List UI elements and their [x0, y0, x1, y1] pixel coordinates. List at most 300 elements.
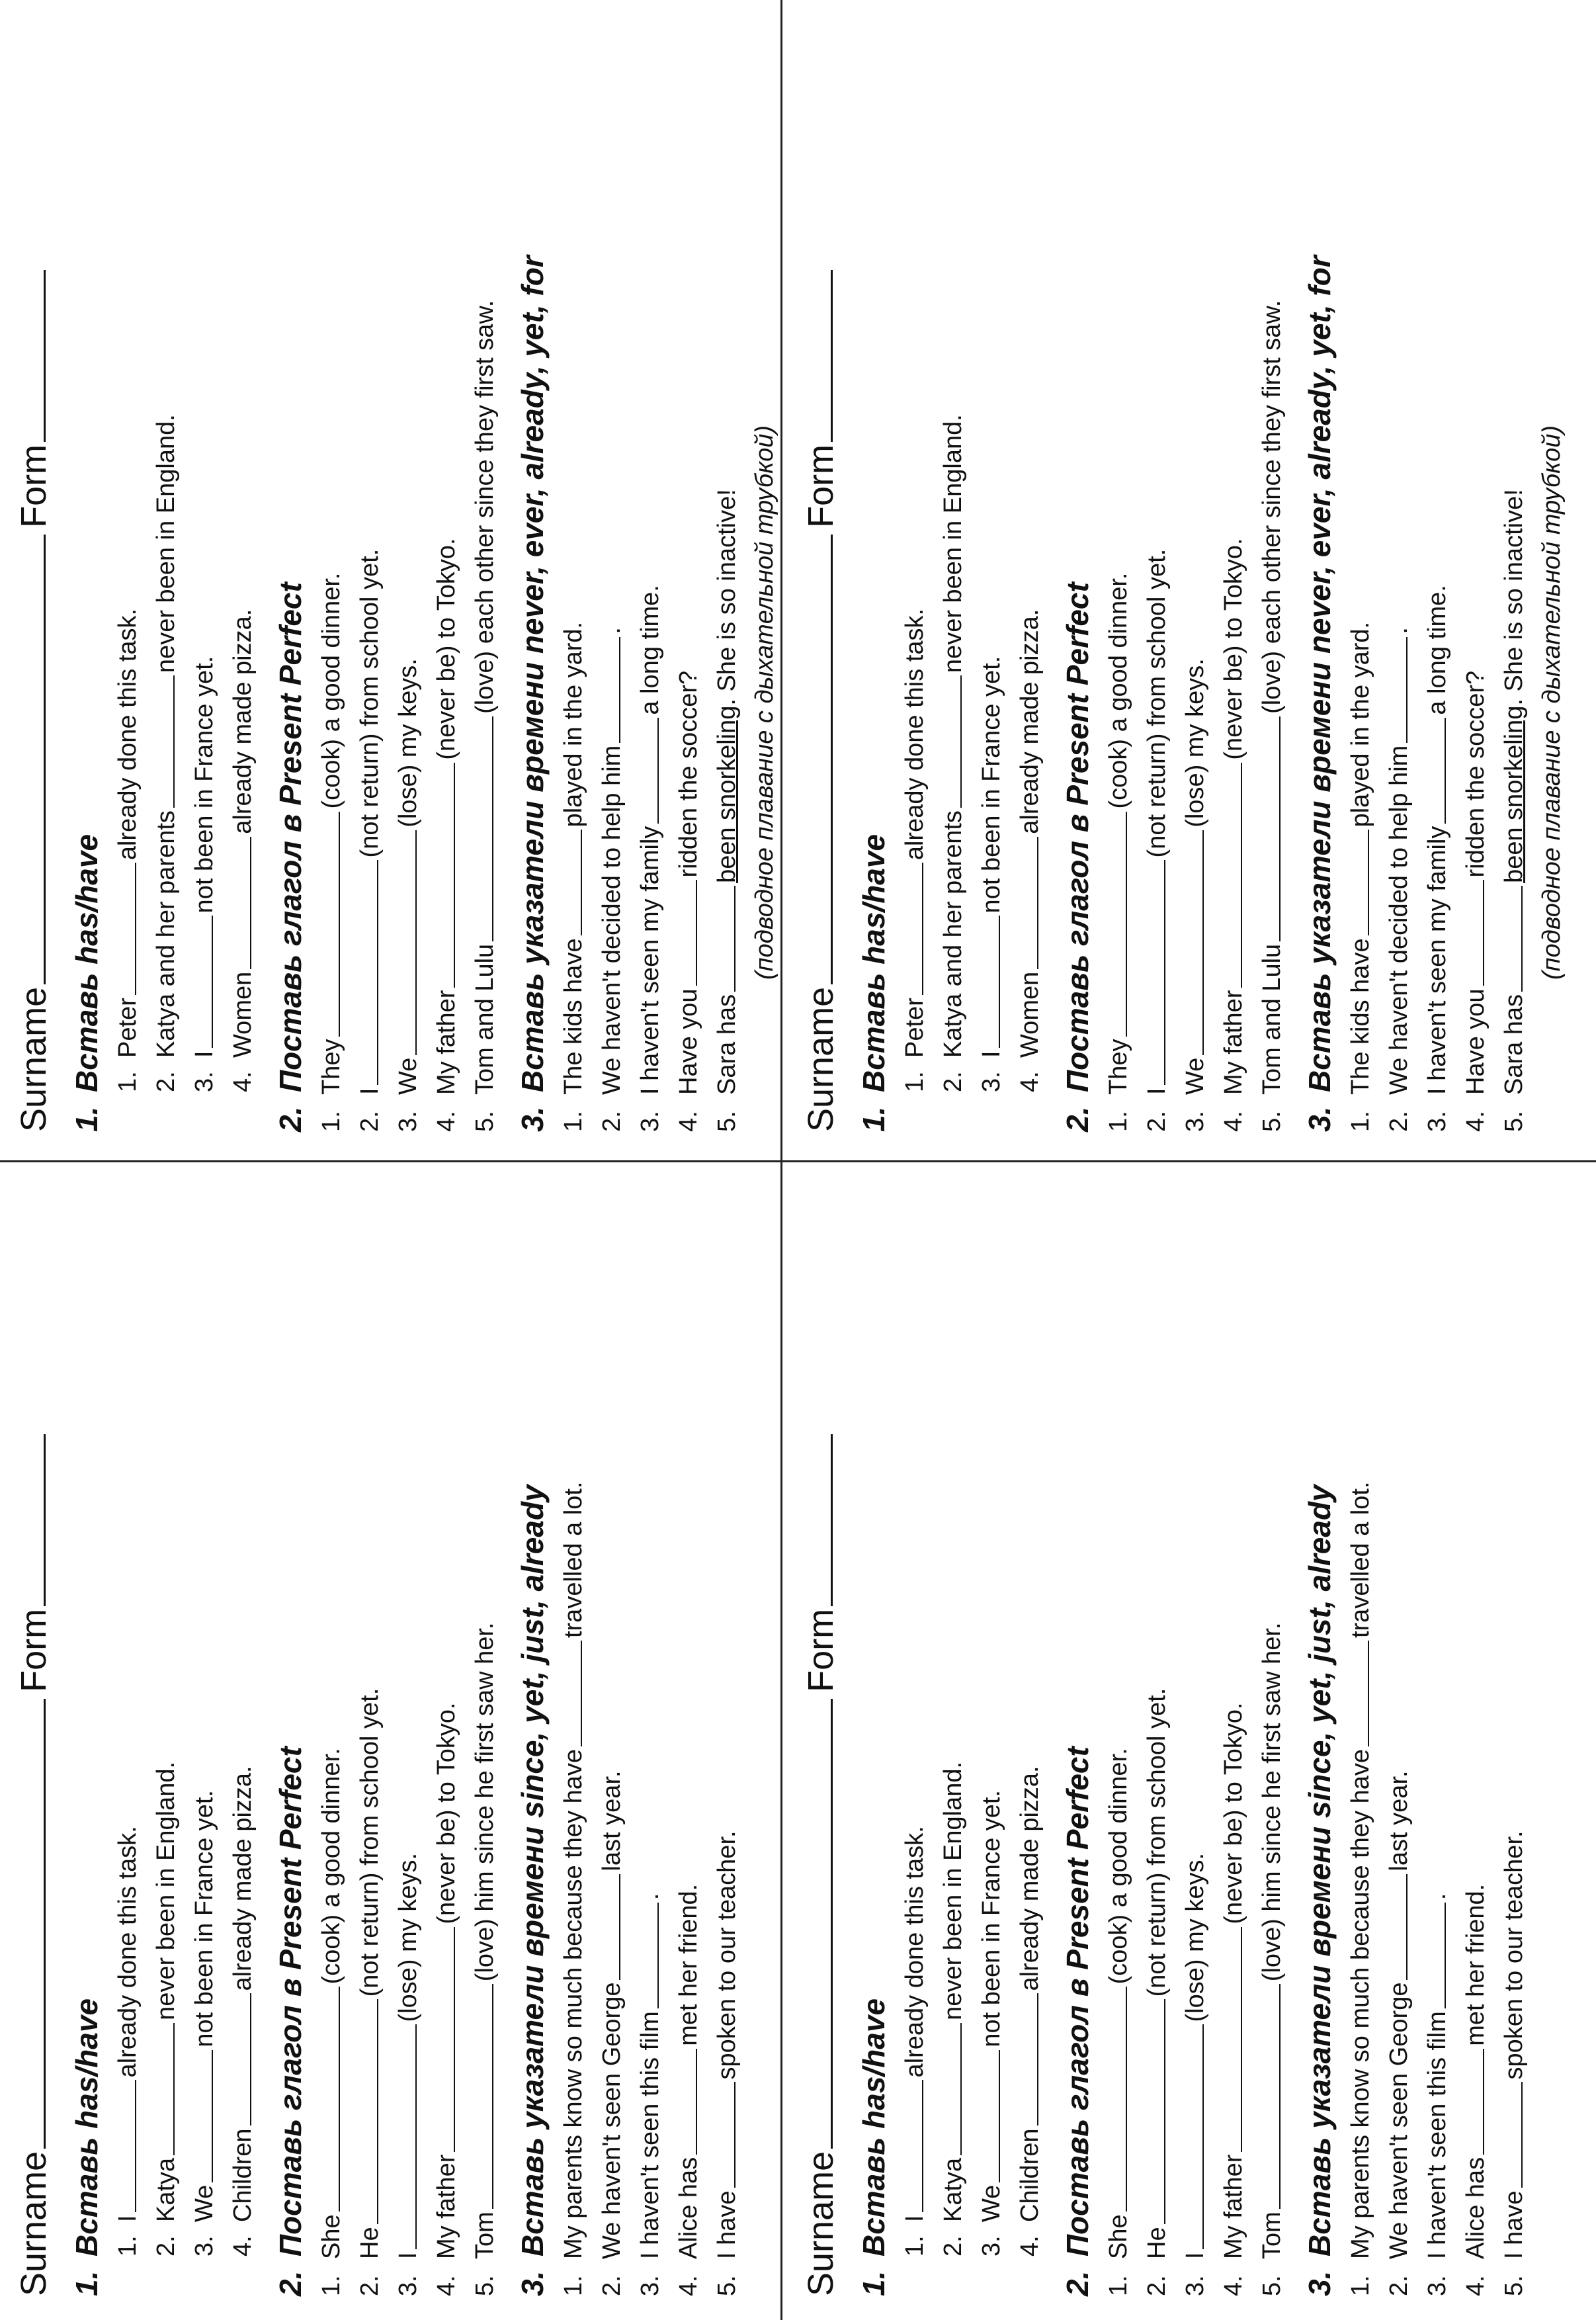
exercise-item: [427, 51, 466, 1132]
item-verb-hint: (lose) my keys.: [394, 1852, 422, 2022]
item-subject: Katya: [152, 2157, 180, 2222]
item-verb-hint: (not return) from school yet.: [356, 1688, 384, 1997]
item-number: 1.: [901, 1071, 929, 1092]
item-text: not been in France yet.: [978, 656, 1005, 914]
item-verb-hint: (lose) my keys.: [1181, 1852, 1209, 2022]
exercise-item: [312, 1215, 351, 2296]
item-subject: Tom: [471, 2212, 499, 2259]
exercise-item: [466, 1215, 504, 2296]
item-verb-hint: (never be) to Tokyo.: [433, 538, 460, 760]
exercise-item: [934, 1215, 972, 2256]
item-text: spoken to our teacher.: [713, 1830, 741, 2080]
answer-blank[interactable]: [1138, 1999, 1165, 2224]
answer-blank[interactable]: [108, 863, 136, 995]
task-1: [856, 1215, 1049, 2296]
exercise-item: [1138, 1215, 1176, 2296]
answer-blank[interactable]: [1253, 716, 1281, 941]
answer-blank[interactable]: [108, 2080, 136, 2212]
task-items: [1099, 1215, 1291, 2296]
item-subject: Katya and her parents: [939, 810, 967, 1058]
task-items: [108, 1215, 262, 2296]
answer-blank[interactable]: [934, 2023, 962, 2155]
item-text: I haven't seen my family: [1423, 826, 1451, 1095]
exercise-item: [1011, 1215, 1049, 2256]
answer-blank[interactable]: [972, 916, 1000, 1048]
task-title: [1060, 1215, 1095, 2296]
item-number: 2.: [356, 1111, 384, 1132]
form-field[interactable]: [799, 1434, 833, 1606]
item-number: 1.: [1347, 2275, 1374, 2296]
answer-blank[interactable]: [389, 830, 417, 1055]
item-number: 3.: [636, 2275, 664, 2296]
answer-blank[interactable]: [631, 718, 659, 824]
item-text: Alice has: [1462, 2157, 1490, 2259]
answer-blank[interactable]: [312, 812, 340, 1037]
exercise-item: [1341, 51, 1380, 1132]
exercise-item: [1456, 1215, 1495, 2296]
worksheet-card: [0, 31, 778, 1156]
answer-blank[interactable]: [593, 1874, 620, 1980]
answer-blank[interactable]: [554, 1641, 582, 1746]
answer-blank[interactable]: [593, 637, 620, 743]
exercise-item: [631, 1215, 669, 2296]
answer-blank[interactable]: [185, 916, 213, 1048]
item-verb-hint: (not return) from school yet.: [1143, 1688, 1171, 1997]
answer-blank[interactable]: [351, 860, 378, 1085]
answer-blank[interactable]: [1495, 2082, 1523, 2188]
task-heading: Поставь глагол в Present Perfect: [273, 1746, 308, 2256]
card-header: [12, 1215, 58, 2296]
item-number: 1.: [901, 2235, 929, 2256]
item-text: already made pizza.: [229, 609, 257, 834]
item-text: I haven't seen my family: [636, 826, 664, 1095]
item-subject: We: [190, 2184, 218, 2222]
task-heading: Вставь указатели времени since, yet, just, already: [515, 1484, 550, 2256]
exercise-item: [1380, 1215, 1418, 2296]
form-field[interactable]: [12, 270, 46, 442]
exercise-item: [224, 1215, 262, 2256]
surname-label: Surname: [14, 2151, 54, 2296]
surname-field[interactable]: [12, 1699, 46, 2149]
item-number: 5.: [471, 1111, 499, 1132]
answer-blank[interactable]: [312, 1987, 340, 2212]
item-number: 3.: [1423, 2275, 1451, 2296]
vertical-cut-line: [0, 1160, 1596, 1162]
item-subject: My father: [1220, 990, 1247, 1095]
answer-blank[interactable]: [185, 2050, 213, 2182]
item-verb-hint: (never be) to Tokyo.: [1220, 538, 1247, 760]
item-text-tail: . She is so inactive!: [1500, 489, 1528, 706]
exercise-item: [108, 51, 147, 1092]
item-number: 4.: [1016, 1071, 1044, 1092]
item-subject: Tom: [1258, 2212, 1286, 2259]
task-number: 1.: [857, 2270, 891, 2296]
task-heading: Вставь указатели времени since, yet, just, already: [1302, 1484, 1337, 2256]
exercise-item: [708, 1215, 746, 2296]
item-number: 1.: [560, 1111, 587, 1132]
surname-label: Surname: [801, 2151, 841, 2296]
exercise-item: [1214, 1215, 1253, 2296]
item-subject: She: [1105, 2214, 1132, 2259]
task-title: [273, 51, 308, 1132]
exercise-item: [1456, 51, 1495, 1132]
surname-field[interactable]: [799, 535, 833, 984]
item-subject: My father: [433, 2154, 460, 2259]
answer-blank[interactable]: [896, 2080, 923, 2212]
task-2: [1060, 51, 1291, 1132]
answer-blank[interactable]: [896, 863, 923, 995]
exercise-item: [185, 51, 224, 1092]
item-number: 4.: [433, 1111, 460, 1132]
item-text: .: [598, 627, 626, 634]
exercise-item: [1495, 51, 1533, 1132]
worksheet-card: [787, 31, 1566, 1156]
answer-blank[interactable]: [972, 2050, 1000, 2182]
exercise-item: [389, 51, 427, 1132]
item-verb-hint: (not return) from school yet.: [1143, 548, 1171, 858]
exercise-item: [312, 51, 351, 1132]
worksheet-card: [0, 1195, 767, 2320]
answer-blank[interactable]: [351, 1999, 378, 2224]
item-text: never been in England.: [939, 414, 967, 673]
task-title: [273, 1215, 308, 2296]
answer-blank[interactable]: [1380, 1874, 1407, 1980]
answer-blank[interactable]: [1176, 830, 1204, 1055]
task-number: 2.: [1060, 2270, 1095, 2296]
item-number: 2.: [1143, 1111, 1171, 1132]
item-text: never been in England.: [152, 414, 180, 673]
item-number: 4.: [1016, 2235, 1044, 2256]
item-subject: My father: [433, 990, 460, 1095]
item-number: 4.: [1462, 2275, 1490, 2296]
task-number: 2.: [273, 1106, 308, 1132]
exercise-item: [389, 1215, 427, 2296]
task-heading: Вставь has/have: [69, 1998, 104, 2256]
item-number: 5.: [471, 2275, 499, 2296]
item-subject: They: [1105, 1039, 1132, 1095]
item-subject: I: [901, 2215, 929, 2222]
task-1: [69, 1215, 262, 2296]
item-subject: He: [356, 2227, 384, 2259]
item-text: My parents know so much because they have: [560, 1749, 587, 2259]
item-number: 4.: [675, 1111, 702, 1132]
item-number: 1.: [114, 2235, 142, 2256]
item-verb-hint: (lose) my keys.: [1181, 658, 1209, 828]
answer-blank[interactable]: [1495, 886, 1523, 992]
item-number: 1.: [317, 2275, 345, 2296]
item-number: 5.: [713, 2275, 741, 2296]
item-text: travelled a lot.: [1347, 1481, 1374, 1639]
task-heading: Поставь глагол в Present Perfect: [1060, 1746, 1095, 2256]
answer-blank[interactable]: [934, 675, 962, 808]
item-verb-hint: (love) each other since they first saw.: [471, 300, 499, 714]
item-subject: Women: [1016, 971, 1044, 1058]
item-verb-hint: (love) him since he first saw her.: [471, 1622, 499, 1982]
task-heading: Вставь has/have: [857, 834, 891, 1092]
answer-blank[interactable]: [224, 837, 251, 969]
task-title: [856, 1215, 892, 2296]
answer-blank[interactable]: [427, 1927, 455, 2152]
answer-blank[interactable]: [1418, 1903, 1446, 2008]
form-field[interactable]: [12, 1434, 46, 1606]
item-number: 2.: [152, 2235, 180, 2256]
item-subject: She: [317, 2214, 345, 2259]
exercise-item: [224, 51, 262, 1092]
answer-blank[interactable]: [631, 1903, 659, 2008]
item-verb-hint: (love) each other since they first saw.: [1258, 300, 1286, 714]
item-number: 3.: [636, 1111, 664, 1132]
item-number: 2.: [1385, 2275, 1413, 2296]
item-subject: They: [317, 1039, 345, 1095]
item-number: 3.: [1181, 1111, 1209, 1132]
answer-blank[interactable]: [1214, 763, 1242, 988]
item-text: The kids have: [560, 938, 587, 1095]
item-number: 2.: [1385, 1111, 1413, 1132]
exercise-item: [466, 51, 504, 1132]
item-text: a long time.: [1423, 585, 1451, 715]
item-verb-hint: (never be) to Tokyo.: [433, 1702, 460, 1924]
item-verb-hint: (never be) to Tokyo.: [1220, 1702, 1247, 1924]
item-number: 4.: [229, 2235, 257, 2256]
answer-blank[interactable]: [466, 1984, 493, 2209]
underlined-phrase: been snorkeling: [1500, 705, 1528, 883]
answer-blank[interactable]: [1341, 830, 1369, 935]
card-header: [799, 51, 845, 1132]
item-text: The kids have: [1347, 938, 1374, 1095]
task-number: 1.: [69, 1106, 104, 1132]
answer-blank[interactable]: [1456, 2049, 1484, 2155]
item-text: [1495, 489, 1533, 883]
item-text: [708, 489, 746, 883]
item-text: I haven't seen this film: [1423, 2011, 1451, 2259]
worksheet-card: [787, 1195, 1554, 2320]
item-number: 1.: [1105, 2275, 1132, 2296]
item-number: 4.: [433, 2275, 460, 2296]
exercise-item: [896, 51, 934, 1092]
exercise-item: [1495, 1215, 1533, 2296]
task-number: 3.: [515, 2270, 550, 2296]
answer-blank[interactable]: [1011, 1993, 1038, 2126]
task-number: 1.: [857, 1106, 891, 1132]
answer-blank[interactable]: [554, 830, 582, 935]
item-subject: I: [356, 1088, 384, 1095]
surname-field[interactable]: [12, 535, 46, 984]
exercise-item: [1176, 1215, 1214, 2296]
item-number: 4.: [1220, 2275, 1247, 2296]
exercise-item: [1099, 51, 1138, 1132]
item-text: ridden the soccer?: [675, 670, 702, 878]
task-2: [273, 51, 504, 1132]
item-number: 2.: [152, 1071, 180, 1092]
exercise-item: [108, 1215, 147, 2256]
item-verb-hint: (cook) a good dinner.: [317, 1748, 345, 1985]
item-number: 3.: [394, 2275, 422, 2296]
answer-blank[interactable]: [1138, 860, 1165, 1085]
task-number: 2.: [1060, 1106, 1095, 1132]
exercise-item: [1253, 51, 1291, 1132]
answer-blank[interactable]: [427, 763, 455, 988]
exercise-item: [934, 51, 972, 1092]
item-verb-hint: (cook) a good dinner.: [1105, 1748, 1132, 1985]
item-text: never been in England.: [939, 1761, 967, 2020]
task-items: [1341, 1215, 1533, 2296]
item-text: Alice has: [675, 2157, 702, 2259]
item-text: played in the yard.: [1347, 621, 1374, 828]
item-number: 2.: [356, 2275, 384, 2296]
task-title: [1302, 51, 1337, 1132]
item-subject: Tom and Lulu: [471, 943, 499, 1095]
exercise-item: [147, 1215, 185, 2256]
answer-blank[interactable]: [669, 880, 697, 986]
item-number: 4.: [1220, 1111, 1247, 1132]
item-number: 2.: [939, 2235, 967, 2256]
item-subject: Women: [229, 971, 257, 1058]
item-text: I have: [1500, 2190, 1528, 2259]
item-text: never been in England.: [152, 1761, 180, 2020]
item-number: 1.: [1347, 1111, 1374, 1132]
form-field[interactable]: [799, 270, 833, 442]
exercise-item: [708, 51, 746, 1132]
answer-blank[interactable]: [1418, 718, 1446, 824]
task-2: [1060, 1215, 1291, 2296]
answer-blank[interactable]: [224, 1993, 251, 2126]
item-text: Sara has: [713, 994, 741, 1095]
exercise-item: [1011, 51, 1049, 1092]
task-3: [1302, 1215, 1533, 2296]
item-text: last year.: [1385, 1770, 1413, 1871]
task-heading: Вставь указатели времени never, ever, already, yet, for: [1302, 255, 1337, 1092]
item-number: 2.: [598, 1111, 626, 1132]
task-heading: Вставь указатели времени never, ever, already, yet, for: [515, 255, 550, 1092]
answer-blank[interactable]: [466, 716, 493, 941]
answer-blank[interactable]: [1456, 880, 1484, 986]
item-text: met her friend.: [1462, 1883, 1490, 2046]
item-text: I have: [713, 2190, 741, 2259]
item-text: We haven't decided to help him: [598, 745, 626, 1095]
answer-blank[interactable]: [1099, 812, 1127, 1037]
task-title: [1060, 51, 1095, 1132]
task-title: [515, 51, 550, 1132]
task-items: [1341, 51, 1533, 1132]
item-subject: Children: [229, 2128, 257, 2222]
item-text: spoken to our teacher.: [1500, 1830, 1528, 2080]
item-subject: I: [1143, 1088, 1171, 1095]
item-number: 3.: [978, 1071, 1005, 1092]
task-3: [515, 51, 783, 1132]
item-text: We haven't decided to help him: [1385, 745, 1413, 1095]
item-text: not been in France yet.: [190, 656, 218, 914]
item-text: played in the yard.: [560, 621, 587, 828]
task-1: [69, 51, 262, 1132]
item-verb-hint: (cook) a good dinner.: [317, 572, 345, 809]
item-number: 1.: [560, 2275, 587, 2296]
form-label: Form: [14, 444, 54, 528]
item-verb-hint: (lose) my keys.: [394, 658, 422, 828]
exercise-item: [669, 51, 708, 1132]
surname-label: Surname: [801, 986, 841, 1132]
answer-blank[interactable]: [708, 2082, 735, 2188]
answer-blank[interactable]: [708, 886, 735, 992]
task-items: [1099, 51, 1291, 1132]
task-items: [554, 51, 746, 1132]
card-header: [12, 51, 58, 1132]
item-subject: Katya and her parents: [152, 810, 180, 1058]
surname-label: Surname: [14, 986, 54, 1132]
item-text: Have you: [1462, 988, 1490, 1095]
answer-blank[interactable]: [1011, 837, 1038, 969]
item-number: 4.: [229, 1071, 257, 1092]
answer-blank[interactable]: [669, 2049, 697, 2155]
answer-blank[interactable]: [1253, 1984, 1281, 2209]
exercise-item: [1176, 51, 1214, 1132]
exercise-item: [631, 51, 669, 1132]
item-text: already done this task.: [901, 608, 929, 861]
item-text: We haven't seen George: [598, 1982, 626, 2259]
exercise-item: [669, 1215, 708, 2296]
answer-blank[interactable]: [1099, 1987, 1127, 2212]
exercise-item: [1138, 51, 1176, 1132]
task-items: [896, 51, 1049, 1132]
answer-blank[interactable]: [389, 2024, 417, 2249]
item-text: already done this task.: [114, 608, 142, 861]
exercise-item: [554, 51, 593, 1132]
item-subject: We: [394, 1057, 422, 1095]
exercise-item: [427, 1215, 466, 2296]
item-number: 5.: [1258, 1111, 1286, 1132]
task-1: [856, 51, 1049, 1132]
answer-blank[interactable]: [1176, 2024, 1204, 2249]
item-text: .: [1385, 627, 1413, 634]
item-text: already made pizza.: [1016, 609, 1044, 834]
underlined-phrase: been snorkeling: [713, 705, 741, 883]
answer-blank[interactable]: [1341, 1641, 1369, 1746]
exercise-item: [1214, 51, 1253, 1132]
item-number: 3.: [1423, 1111, 1451, 1132]
answer-blank[interactable]: [147, 675, 175, 808]
item-text: Sara has: [1500, 994, 1528, 1095]
task-title: [69, 51, 105, 1132]
task-number: 3.: [1302, 1106, 1337, 1132]
item-number: 3.: [190, 1071, 218, 1092]
footnote: (подводное плавание с дыхательной трубкой): [751, 425, 778, 980]
item-number: 5.: [713, 1111, 741, 1132]
item-number: 1.: [317, 1111, 345, 1132]
item-number: 3.: [394, 1111, 422, 1132]
item-subject: Peter: [901, 998, 929, 1058]
task-heading: Вставь has/have: [69, 834, 104, 1092]
footnote: (подводное плавание с дыхательной трубкой): [1538, 425, 1566, 980]
surname-field[interactable]: [799, 1699, 833, 2149]
task-2: [273, 1215, 504, 2296]
answer-blank[interactable]: [1380, 637, 1407, 743]
form-label: Form: [801, 444, 841, 528]
task-items: [312, 1215, 504, 2296]
answer-blank[interactable]: [1214, 1927, 1242, 2152]
exercise-item: [972, 1215, 1011, 2256]
exercise-item: [1099, 1215, 1138, 2296]
item-text: already done this task.: [901, 1826, 929, 2078]
task-3: [515, 1215, 746, 2296]
exercise-item: [1253, 1215, 1291, 2296]
task-number: 1.: [69, 2270, 104, 2296]
item-text: not been in France yet.: [978, 1789, 1005, 2047]
item-subject: Peter: [114, 998, 142, 1058]
item-number: 2.: [1143, 2275, 1171, 2296]
answer-blank[interactable]: [147, 2023, 175, 2155]
item-number: 5.: [1258, 2275, 1286, 2296]
item-text: already made pizza.: [1016, 1766, 1044, 1991]
item-number: 2.: [598, 2275, 626, 2296]
